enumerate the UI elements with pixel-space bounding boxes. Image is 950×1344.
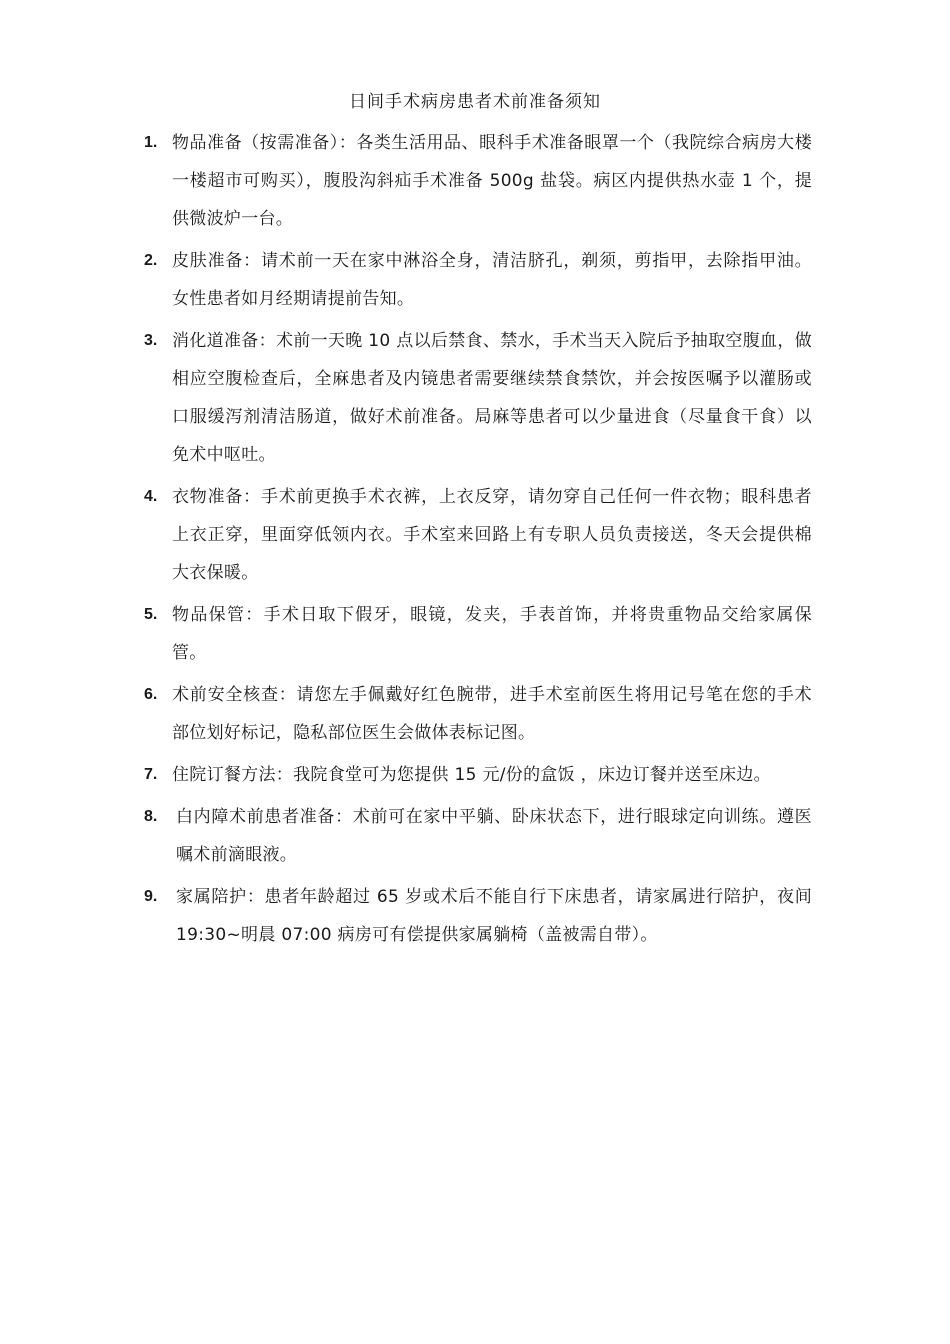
item-number: 2. [144,252,158,269]
notice-item-4 [144,478,812,592]
notice-item-3 [144,322,812,474]
notice-item-5 [144,596,812,672]
notice-item-2 [144,242,812,318]
item-text: 消化道准备：术前一天晚 10 点以后禁食、禁水，手术当天入院后予抽取空腹血，做相应空腹检查后，全麻患者及内镜患者需要继续禁食禁饮，并会按医嘱予以灌肠或口服缓泻剂清洁肠道，做好术前准备。局麻等患者可以少量进食（尽量食干食）以免术中呕吐。 [172,331,812,465]
notice-item-8 [144,798,812,874]
document-title: 日间手术病房患者术前准备须知 [349,92,601,112]
item-text: 皮肤准备：请术前一天在家中淋浴全身，清洁脐孔，剃须，剪指甲，去除指甲油。女性患者如月经期请提前告知。 [172,251,812,309]
notice-item-6 [144,676,812,752]
notice-list [144,124,812,958]
item-number: 1. [144,134,158,151]
item-text: 术前安全核查：请您左手佩戴好红色腕带，进手术室前医生将用记号笔在您的手术部位划好标记，隐私部位医生会做体表标记图。 [172,685,812,743]
item-number: 8. [144,808,158,825]
item-number: 3. [144,332,158,349]
notice-item-9 [144,878,812,954]
item-number: 9. [144,888,158,905]
item-text: 物品保管：手术日取下假牙，眼镜，发夹，手表首饰，并将贵重物品交给家属保管。 [172,605,812,663]
item-text: 住院订餐方法：我院食堂可为您提供 15 元/份的盒饭 ，床边订餐并送至床边。 [172,765,771,785]
notice-item-1 [144,124,812,238]
item-text: 衣物准备：手术前更换手术衣裤，上衣反穿，请勿穿自己任何一件衣物；眼科患者上衣正穿，里面穿低领内衣。手术室来回路上有专职人员负责接送，冬天会提供棉大衣保暖。 [172,487,812,583]
item-number: 7. [144,766,158,783]
item-number: 4. [144,488,158,505]
item-text: 白内障术前患者准备：术前可在家中平躺、卧床状态下，进行眼球定向训练。遵医嘱术前滴眼液。 [176,807,812,865]
item-number: 6. [144,686,158,703]
item-number: 5. [144,606,158,623]
item-text: 家属陪护：患者年龄超过 65 岁或术后不能自行下床患者，请家属进行陪护，夜间 19:30~明晨 07:00 病房可有偿提供家属躺椅（盖被需自带）。 [176,887,812,945]
notice-item-7 [144,756,812,794]
item-text: 物品准备（按需准备）：各类生活用品、眼科手术准备眼罩一个（我院综合病房大楼一楼超市可购买），腹股沟斜疝手术准备 500g 盐袋。病区内提供热水壶 1 个，提供微波炉一台。 [172,133,812,229]
